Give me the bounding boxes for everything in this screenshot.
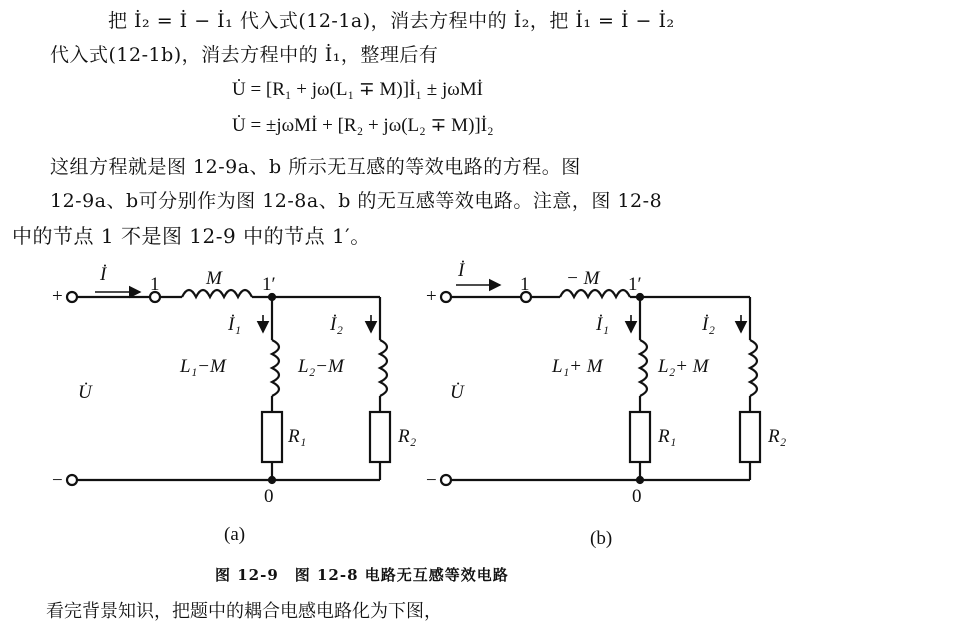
circuit-a-voltage-label: U̇ (78, 382, 92, 403)
circuit-a-caption: (a) (224, 524, 246, 545)
circuit-b-minus: − (426, 470, 437, 491)
circuit-a-branch2-current: İ₂ (330, 314, 343, 335)
circuit-a-current-label: İ (100, 264, 107, 285)
paragraph-line-5: 中的节点 1 不是图 12-9 中的节点 1′。 (12, 224, 371, 248)
paragraph-line-3: 这组方程就是图 12-9a、b 所示无互感的等效电路的方程。图 (50, 156, 581, 178)
circuit-a-mutual-label: M (206, 268, 222, 289)
circuit-b-node-0: 0 (632, 486, 642, 507)
figure-caption: 图 12-9 图 12-8 电路无互感等效电路 (215, 566, 509, 584)
circuit-b-branch1-current: İ₁ (596, 314, 609, 335)
equation-1: U̇ = [R₁ + jω(L₁ ∓ M)]İ₁ ± jωMİ (232, 79, 483, 100)
circuit-b-node-1p: 1′ (628, 274, 642, 295)
circuit-b-R2-label: R₂ (768, 426, 787, 447)
paragraph-line-1: 把 İ₂ = İ − İ₁ 代入式(12-1a)，消去方程中的 İ₂，把 İ₁ = İ − İ₂ (108, 10, 675, 32)
circuit-a-node-0: 0 (264, 486, 274, 507)
circuit-a-L1-label: L₁−M (180, 356, 226, 377)
circuit-a-plus: + (52, 286, 63, 307)
circuit-b-voltage-label: U̇ (450, 382, 464, 403)
circuit-b-branch2-current: İ₂ (702, 314, 715, 335)
circuit-a-node-1p: 1′ (262, 274, 276, 295)
circuit-b-R1-label: R₁ (658, 426, 677, 447)
paragraph-line-4: 12-9a、b可分别作为图 12-8a、b 的无互感等效电路。注意，图 12-8 (50, 190, 663, 212)
circuit-b-L1-label: L₁+ M (552, 356, 603, 377)
circuit-b-mutual-label: − M (566, 268, 600, 289)
bottom-note: 看完背景知识，把题中的耦合电感电路化为下图， (46, 601, 442, 622)
circuit-a-L2-label: L₂−M (298, 356, 344, 377)
circuit-b-L2-label: L₂+ M (658, 356, 709, 377)
equation-2: U̇ = ±jωMİ + [R₂ + jω(L₂ ∓ M)]İ₂ (232, 115, 494, 136)
circuit-a-R1-label: R₁ (288, 426, 307, 447)
circuit-b-current-label: İ (458, 260, 465, 281)
circuit-b-node-1: 1 (520, 274, 530, 295)
circuit-a-node-1: 1 (150, 274, 160, 295)
circuit-b-caption: (b) (590, 528, 613, 549)
circuit-b-plus: + (426, 286, 437, 307)
paragraph-line-2: 代入式(12-1b)，消去方程中的 İ₁，整理后有 (50, 44, 439, 66)
circuit-a-R2-label: R₂ (398, 426, 417, 447)
circuit-a-branch1-current: İ₁ (228, 314, 241, 335)
circuit-a-minus: − (52, 470, 63, 491)
